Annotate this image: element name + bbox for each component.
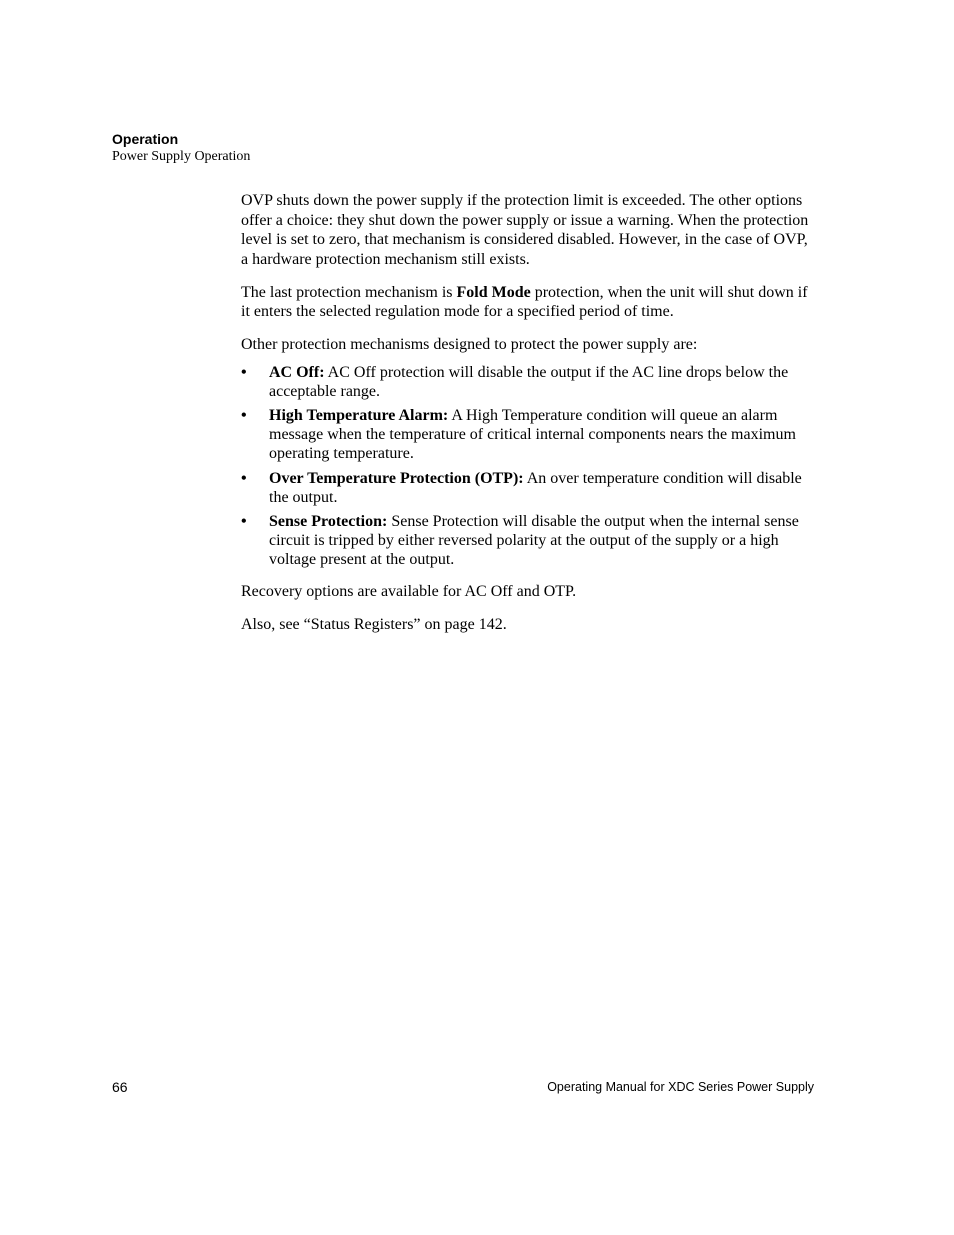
list-item-text: An over temperature condition will disable the output. [269, 469, 802, 506]
fold-mode-intro: The last protection mechanism is [241, 283, 457, 301]
subsection-title: Power Supply Operation [112, 149, 251, 164]
page-number: 66 [112, 1079, 128, 1095]
paragraph-fold-mode [241, 283, 816, 322]
list-item-text: Sense Protection will disable the output when the internal sense circuit is tripped by either reversed polarity at the output of the supply or a high voltage present at the output. [269, 513, 799, 568]
list-item-term: AC Off: [269, 363, 325, 381]
bullet-icon: • [241, 513, 247, 530]
list-item-term: Sense Protection: [269, 513, 388, 530]
list-item-term: High Temperature Alarm: [269, 407, 449, 424]
list-item-term: Over Temperature Protection (OTP): [269, 469, 524, 487]
fold-mode-term: Fold Mode [456, 283, 531, 301]
body-content [241, 191, 816, 648]
paragraph-recovery: Recovery options are available for AC Off and OTP. [241, 583, 577, 600]
list-item-high-temperature-alarm [241, 406, 816, 463]
bullet-icon: • [241, 407, 247, 424]
page-header [112, 130, 250, 166]
protection-list [241, 363, 816, 570]
bullet-icon: • [241, 469, 247, 487]
list-item-sense-protection [241, 512, 816, 569]
paragraph-see-also: Also, see “Status Registers” on page 142. [241, 616, 507, 633]
bullet-icon: • [241, 363, 247, 381]
list-item-text: AC Off protection will disable the output if the AC line drops below the acceptable range. [269, 363, 789, 400]
section-title: Operation [112, 131, 179, 147]
paragraph-ovp: OVP shuts down the power supply if the protection limit is exceeded. The other options offer a choice: they shut down the power supply or issue a warning. When the protection level is set to zero, that mechanism is considered disabled. However, in the case of OVP, a hardware protection mechanism still exists. [241, 192, 809, 268]
list-item-otp [241, 469, 816, 507]
paragraph-other-mechanisms: Other protection mechanisms designed to protect the power supply are: [241, 336, 698, 353]
fold-mode-description: protection, when the unit will shut down if it enters the selected regulation mode for a specified period of time. [241, 283, 808, 320]
list-item-text: A High Temperature condition will queue an alarm message when the temperature of critical internal components nears the maximum operating temperature. [269, 407, 796, 462]
manual-title: Operating Manual for XDC Series Power Supply [547, 1080, 814, 1094]
list-item-ac-off [241, 363, 816, 401]
